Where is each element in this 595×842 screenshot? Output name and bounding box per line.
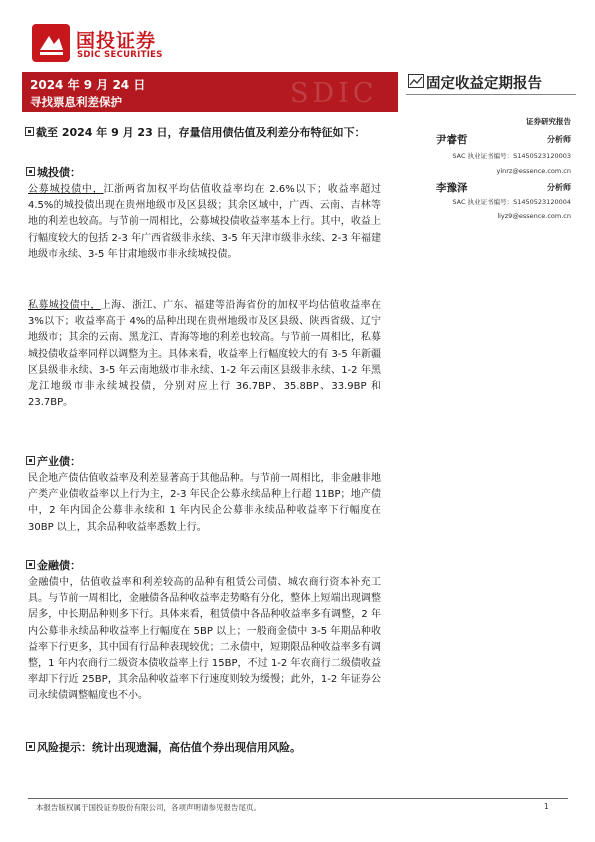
footer-divider [28, 798, 568, 799]
summary-lead: 截至 2024 年 9 月 23 日，存量信用债估值及利差分布特征如下： [36, 126, 366, 139]
bullet-square-icon [26, 456, 35, 465]
analyst-cert: SAC 执业证书编号：S1450523120004 [452, 198, 571, 206]
report-date: 2024 年 9 月 24 日 [30, 78, 146, 92]
sdic-logo-icon [32, 24, 70, 62]
bullet-square-icon [26, 742, 35, 751]
paragraph-lead-label: 公募城投债中， [28, 184, 104, 195]
section-heading-jinrong: 金融债： [37, 559, 81, 572]
analyst-email[interactable]: yinrz@essence.com.cn [496, 167, 571, 175]
section-heading-chengtou: 城投债： [37, 166, 81, 179]
paragraph-lead-label: 私募城投债中， [28, 300, 101, 311]
risk-warning: 风险提示：统计出现遗漏，高估值个券出现信用风险。 [37, 741, 301, 754]
report-type-label: 证券研究报告 [526, 117, 571, 126]
page-number: 1 [544, 802, 549, 811]
paragraph-chanye: 民企地产债估值收益率及利差显著高于其他品种。与节前一周相比，非金融非地产类产业债收益率以上行为主，2-3 年民企公募永续品种上行超 11BP；地产债中，2 年内国企公募非永续和 1 年内民企公募非永续品种收益率下行幅度在 30BP 以上，其余品种收益率悉数上行。 [28, 473, 381, 533]
bullet-square-icon [26, 167, 35, 176]
report-subtitle: 寻找票息利差保护 [30, 95, 122, 109]
analyst-name: 李豫泽 [436, 182, 468, 194]
paragraph-private-chengtou [28, 298, 381, 411]
company-name-en: SDIC SECURITIES [77, 50, 163, 60]
section-heading-chanye: 产业债： [37, 455, 81, 468]
bullet-square-icon [25, 127, 34, 136]
header-divider [406, 94, 576, 95]
analyst-email[interactable]: liyz9@essence.com.cn [497, 212, 571, 220]
company-name-cn: 国投证券 [76, 30, 157, 52]
analyst-role: 分析师 [547, 135, 571, 144]
analyst-name: 尹睿哲 [436, 134, 468, 146]
bullet-square-icon [26, 560, 35, 569]
footer-disclaimer: 本报告版权属于国投证券股份有限公司，各项声明请参见报告尾页。 [36, 803, 261, 812]
report-series-title: 固定收益定期报告 [426, 76, 542, 92]
company-logo [32, 24, 202, 64]
report-series-header [408, 72, 574, 92]
paragraph-body: 上海、浙江、广东、福建等沿海省份的加权平均估值收益率在 3%以下；收益率高于 4%的品种出现在贵州地级市及区县级、陕西省级、辽宁地级市；其余的云南、黑龙江、青海等地的利差也较高。与节前一周相比，私募城投债收益率同样以调整为主。具体来看，收益率上行幅度较大的有 3-5 年新疆区县级非永续、3-5 年云南地级市非永续、1-2 年云南区县级非永续、1-2 年黑龙江地级市非永续城投债，分别对应上行 36.7BP、35.8BP、33.9BP 和 23.7BP。 [28, 300, 382, 409]
chart-trend-icon [408, 74, 424, 88]
paragraph-jinrong: 金融债中，估值收益率和利差较高的品种有租赁公司债、城农商行资本补充工具。与节前一周相比，金融债各品种收益率走势略有分化，整体上短端出现调整居多，中长期品种则多下行。具体来看，租赁债中各品种收益率多有调整，2 年内公募非永续品种收益率上行幅度在 5BP 以上；一般商金债中 3-5 年期品种收益率下行更多，其中国有行品种表现较优；二永债中，短期限品种收益率多有调整，1 年内农商行二级资本债收益率上行 15BP，不过 1-2 年农商行二级债收益率却下行近 25BP，其余品种收益率下行速度则较为缓慢；此外，1-2 年证券公司永续债调整幅度也不小。 [28, 577, 381, 702]
analyst-cert: SAC 执业证书编号：S1450523120003 [452, 152, 571, 160]
paragraph-body: 江浙两省加权平均估值收益率均在 2.6%以下；收益率超过 4.5%的城投债出现在贵州地级市及区县级；其余区域中，广西、云南、吉林等地的利差也较高。与节前一周相比，公募城投债收益率基本上行。其中，收益上行幅度较大的包括 2-3 年广西省级非永续、3-5 年天津市级非永续、2-3 年福建地级市永续、3-5 年甘肃地级市非永续城投债。 [28, 184, 381, 260]
analyst-role: 分析师 [547, 183, 571, 192]
report-banner [22, 72, 398, 112]
banner-watermark: SDIC [290, 78, 378, 109]
paragraph-public-chengtou [28, 182, 381, 263]
